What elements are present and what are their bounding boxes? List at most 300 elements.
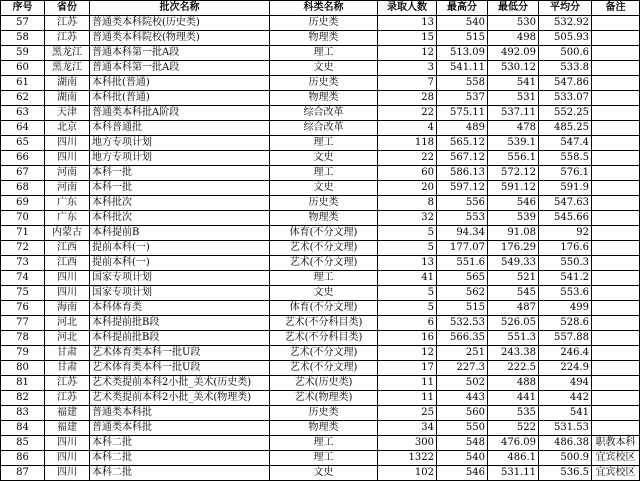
cell-index: 70	[1, 211, 45, 226]
cell-category: 艺术(不分科目类)	[270, 331, 378, 346]
cell-batch: 艺术类提前本科2小批_美术(物理类)	[90, 391, 270, 406]
header-row	[1, 1, 640, 16]
cell-max-score: 575.11	[437, 106, 488, 121]
cell-max-score: 251	[437, 346, 488, 361]
cell-category: 综合改革	[270, 121, 378, 136]
cell-max-score: 565	[437, 271, 488, 286]
cell-category: 理工	[270, 271, 378, 286]
cell-province: 河北	[45, 331, 90, 346]
cell-max-score: 94.34	[437, 226, 488, 241]
table-row	[1, 226, 640, 241]
cell-index: 80	[1, 361, 45, 376]
cell-avg-score: 541.2	[539, 271, 592, 286]
cell-max-score: 586.13	[437, 166, 488, 181]
cell-max-score: 443	[437, 391, 488, 406]
table-row	[1, 421, 640, 436]
cell-max-score: 565.12	[437, 136, 488, 151]
cell-admitted: 12	[378, 346, 437, 361]
cell-category: 文史	[270, 151, 378, 166]
cell-province: 福建	[45, 421, 90, 436]
cell-province: 四川	[45, 136, 90, 151]
cell-avg-score: 485.25	[539, 121, 592, 136]
cell-min-score: 551.3	[488, 331, 539, 346]
cell-province: 广东	[45, 196, 90, 211]
cell-min-score: 486.1	[488, 451, 539, 466]
cell-province: 内蒙古	[45, 226, 90, 241]
cell-admitted: 7	[378, 76, 437, 91]
cell-avg-score: 533.8	[539, 61, 592, 76]
cell-batch: 本科批(普通)	[90, 76, 270, 91]
header-admitted: 录取人数	[378, 1, 437, 16]
cell-category: 理工	[270, 451, 378, 466]
cell-admitted: 15	[378, 31, 437, 46]
table-row	[1, 31, 640, 46]
cell-avg-score: 532.92	[539, 16, 592, 31]
cell-admitted: 41	[378, 271, 437, 286]
cell-admitted: 3	[378, 61, 437, 76]
cell-index: 61	[1, 76, 45, 91]
cell-province: 河南	[45, 181, 90, 196]
cell-avg-score: 500.9	[539, 451, 592, 466]
cell-min-score: 549.33	[488, 256, 539, 271]
cell-province: 四川	[45, 151, 90, 166]
cell-batch: 艺术体育类本科一批U段	[90, 346, 270, 361]
cell-max-score: 541.11	[437, 61, 488, 76]
cell-admitted: 32	[378, 211, 437, 226]
cell-batch: 本科批次	[90, 211, 270, 226]
table-row	[1, 91, 640, 106]
cell-index: 82	[1, 391, 45, 406]
header-index: 序号	[1, 1, 45, 16]
cell-category: 理工	[270, 136, 378, 151]
cell-min-score: 531.11	[488, 466, 539, 481]
cell-admitted: 28	[378, 91, 437, 106]
cell-index: 63	[1, 106, 45, 121]
cell-category: 理工	[270, 46, 378, 61]
cell-min-score: 530	[488, 16, 539, 31]
cell-note	[592, 301, 640, 316]
cell-batch: 普通类本科批A阶段	[90, 106, 270, 121]
cell-batch: 本科提前B	[90, 226, 270, 241]
cell-index: 75	[1, 286, 45, 301]
cell-admitted: 1322	[378, 451, 437, 466]
cell-note	[592, 421, 640, 436]
cell-note	[592, 91, 640, 106]
table-row	[1, 106, 640, 121]
table-row	[1, 151, 640, 166]
cell-note	[592, 31, 640, 46]
cell-min-score: 535	[488, 406, 539, 421]
cell-max-score: 540	[437, 451, 488, 466]
cell-index: 58	[1, 31, 45, 46]
cell-index: 57	[1, 16, 45, 31]
cell-index: 71	[1, 226, 45, 241]
cell-avg-score: 533.07	[539, 91, 592, 106]
cell-province: 黑龙江	[45, 46, 90, 61]
cell-max-score: 227.3	[437, 361, 488, 376]
cell-province: 北京	[45, 121, 90, 136]
cell-province: 黑龙江	[45, 61, 90, 76]
table-row	[1, 331, 640, 346]
cell-batch: 普通类本科批	[90, 421, 270, 436]
cell-admitted: 5	[378, 286, 437, 301]
cell-avg-score: 531.53	[539, 421, 592, 436]
cell-note	[592, 286, 640, 301]
cell-avg-score: 536.5	[539, 466, 592, 481]
cell-note	[592, 16, 640, 31]
cell-note	[592, 121, 640, 136]
cell-admitted: 102	[378, 466, 437, 481]
cell-note	[592, 271, 640, 286]
cell-note	[592, 106, 640, 121]
cell-batch: 艺术类提前本科2小批_美术(历史类)	[90, 376, 270, 391]
cell-note	[592, 316, 640, 331]
cell-batch: 地方专项计划	[90, 136, 270, 151]
cell-note	[592, 211, 640, 226]
cell-min-score: 531	[488, 91, 539, 106]
cell-index: 59	[1, 46, 45, 61]
cell-category: 综合改革	[270, 106, 378, 121]
cell-index: 60	[1, 61, 45, 76]
cell-min-score: 222.5	[488, 361, 539, 376]
cell-max-score: 562	[437, 286, 488, 301]
cell-province: 四川	[45, 436, 90, 451]
cell-max-score: 566.35	[437, 331, 488, 346]
cell-min-score: 488	[488, 376, 539, 391]
cell-min-score: 487	[488, 301, 539, 316]
cell-index: 77	[1, 316, 45, 331]
cell-category: 物理类	[270, 421, 378, 436]
cell-batch: 提前本科(一)	[90, 256, 270, 271]
cell-avg-score: 550.3	[539, 256, 592, 271]
cell-admitted: 118	[378, 136, 437, 151]
cell-province: 四川	[45, 451, 90, 466]
cell-index: 85	[1, 436, 45, 451]
cell-avg-score: 486.38	[539, 436, 592, 451]
cell-index: 67	[1, 166, 45, 181]
cell-min-score: 546	[488, 196, 539, 211]
cell-index: 81	[1, 376, 45, 391]
cell-category: 艺术(历史类)	[270, 376, 378, 391]
cell-max-score: 537	[437, 91, 488, 106]
cell-note: 宜宾校区	[592, 466, 640, 481]
cell-note	[592, 151, 640, 166]
table-row	[1, 376, 640, 391]
table-row	[1, 61, 640, 76]
cell-note	[592, 361, 640, 376]
cell-note	[592, 76, 640, 91]
cell-category: 理工	[270, 166, 378, 181]
cell-avg-score: 528.6	[539, 316, 592, 331]
cell-min-score: 176.29	[488, 241, 539, 256]
cell-batch: 本科批次	[90, 196, 270, 211]
cell-max-score: 546	[437, 466, 488, 481]
cell-admitted: 22	[378, 106, 437, 121]
cell-min-score: 91.08	[488, 226, 539, 241]
table-row	[1, 466, 640, 481]
cell-avg-score: 576.1	[539, 166, 592, 181]
cell-admitted: 12	[378, 46, 437, 61]
cell-index: 79	[1, 346, 45, 361]
table-row	[1, 301, 640, 316]
cell-min-score: 476.09	[488, 436, 539, 451]
cell-category: 文史	[270, 286, 378, 301]
cell-province: 四川	[45, 466, 90, 481]
cell-province: 福建	[45, 406, 90, 421]
cell-index: 66	[1, 151, 45, 166]
cell-note	[592, 256, 640, 271]
cell-index: 69	[1, 196, 45, 211]
cell-category: 历史类	[270, 196, 378, 211]
cell-index: 84	[1, 421, 45, 436]
cell-admitted: 11	[378, 391, 437, 406]
cell-province: 江苏	[45, 391, 90, 406]
cell-batch: 地方专项计划	[90, 151, 270, 166]
cell-max-score: 567.12	[437, 151, 488, 166]
cell-admitted: 300	[378, 436, 437, 451]
cell-avg-score: 553.6	[539, 286, 592, 301]
table-row	[1, 181, 640, 196]
cell-max-score: 540	[437, 16, 488, 31]
cell-province: 广东	[45, 211, 90, 226]
cell-min-score: 492.09	[488, 46, 539, 61]
cell-min-score: 591.12	[488, 181, 539, 196]
cell-admitted: 25	[378, 406, 437, 421]
cell-province: 河北	[45, 316, 90, 331]
cell-province: 湖南	[45, 76, 90, 91]
cell-admitted: 17	[378, 361, 437, 376]
cell-admitted: 20	[378, 181, 437, 196]
cell-min-score: 243.38	[488, 346, 539, 361]
cell-avg-score: 224.9	[539, 361, 592, 376]
header-batch: 批次名称	[90, 1, 270, 16]
cell-batch: 提前本科(一)	[90, 241, 270, 256]
header-avg-score: 平均分	[539, 1, 592, 16]
cell-batch: 本科一批	[90, 166, 270, 181]
cell-batch: 本科二批	[90, 466, 270, 481]
cell-index: 74	[1, 271, 45, 286]
table-row	[1, 391, 640, 406]
cell-min-score: 530.12	[488, 61, 539, 76]
cell-max-score: 560	[437, 406, 488, 421]
cell-min-score: 545	[488, 286, 539, 301]
cell-admitted: 16	[378, 331, 437, 346]
cell-note	[592, 391, 640, 406]
table-row	[1, 286, 640, 301]
cell-category: 艺术(不分文理)	[270, 361, 378, 376]
cell-admitted: 5	[378, 226, 437, 241]
cell-max-score: 177.07	[437, 241, 488, 256]
cell-avg-score: 547.86	[539, 76, 592, 91]
cell-batch: 普通本科第一批A段	[90, 46, 270, 61]
cell-note	[592, 406, 640, 421]
cell-category: 历史类	[270, 76, 378, 91]
cell-batch: 国家专项计划	[90, 286, 270, 301]
cell-index: 87	[1, 466, 45, 481]
cell-note	[592, 181, 640, 196]
cell-category: 文史	[270, 466, 378, 481]
cell-index: 72	[1, 241, 45, 256]
cell-avg-score: 92	[539, 226, 592, 241]
cell-min-score: 521	[488, 271, 539, 286]
cell-index: 65	[1, 136, 45, 151]
cell-note	[592, 166, 640, 181]
cell-category: 历史类	[270, 16, 378, 31]
table-row	[1, 271, 640, 286]
cell-min-score: 478	[488, 121, 539, 136]
cell-max-score: 597.12	[437, 181, 488, 196]
cell-category: 物理类	[270, 31, 378, 46]
cell-avg-score: 246.4	[539, 346, 592, 361]
cell-category: 文史	[270, 61, 378, 76]
cell-avg-score: 176.6	[539, 241, 592, 256]
cell-province: 海南	[45, 301, 90, 316]
cell-province: 天津	[45, 106, 90, 121]
cell-category: 艺术(不分文理)	[270, 256, 378, 271]
cell-max-score: 548	[437, 436, 488, 451]
cell-max-score: 502	[437, 376, 488, 391]
table-body	[1, 16, 640, 481]
cell-index: 78	[1, 331, 45, 346]
cell-category: 物理类	[270, 91, 378, 106]
cell-max-score: 532.53	[437, 316, 488, 331]
cell-batch: 本科体育类	[90, 301, 270, 316]
cell-avg-score: 552.25	[539, 106, 592, 121]
cell-note	[592, 346, 640, 361]
cell-avg-score: 499	[539, 301, 592, 316]
cell-note	[592, 376, 640, 391]
cell-province: 江西	[45, 256, 90, 271]
cell-batch: 本科二批	[90, 436, 270, 451]
table-row	[1, 196, 640, 211]
table-row	[1, 316, 640, 331]
cell-min-score: 556.1	[488, 151, 539, 166]
cell-index: 68	[1, 181, 45, 196]
cell-max-score: 558	[437, 76, 488, 91]
cell-index: 76	[1, 301, 45, 316]
cell-province: 江苏	[45, 31, 90, 46]
cell-admitted: 60	[378, 166, 437, 181]
cell-avg-score: 591.9	[539, 181, 592, 196]
cell-avg-score: 494	[539, 376, 592, 391]
cell-admitted: 11	[378, 376, 437, 391]
cell-admitted: 6	[378, 316, 437, 331]
cell-category: 文史	[270, 181, 378, 196]
table-row	[1, 241, 640, 256]
cell-max-score: 515	[437, 31, 488, 46]
cell-batch: 普通类本科院校(历史类)	[90, 16, 270, 31]
cell-province: 甘肃	[45, 346, 90, 361]
cell-min-score: 539.1	[488, 136, 539, 151]
cell-batch: 国家专项计划	[90, 271, 270, 286]
cell-category: 艺术(不分文理)	[270, 346, 378, 361]
cell-min-score: 539	[488, 211, 539, 226]
cell-avg-score: 442	[539, 391, 592, 406]
cell-note	[592, 61, 640, 76]
header-province: 省份	[45, 1, 90, 16]
cell-admitted: 34	[378, 421, 437, 436]
cell-min-score: 441	[488, 391, 539, 406]
cell-batch: 本科提前批B段	[90, 316, 270, 331]
cell-avg-score: 541	[539, 406, 592, 421]
cell-province: 四川	[45, 286, 90, 301]
cell-batch: 本科普通批	[90, 121, 270, 136]
table-row	[1, 211, 640, 226]
cell-batch: 普通类本科院校(物理类)	[90, 31, 270, 46]
cell-category: 理工	[270, 436, 378, 451]
cell-index: 64	[1, 121, 45, 136]
cell-note	[592, 241, 640, 256]
header-note: 备注	[592, 1, 640, 16]
cell-avg-score: 500.6	[539, 46, 592, 61]
cell-admitted: 5	[378, 301, 437, 316]
cell-province: 江苏	[45, 16, 90, 31]
table-row	[1, 121, 640, 136]
cell-avg-score: 557.88	[539, 331, 592, 346]
cell-category: 艺术(不分文理)	[270, 241, 378, 256]
cell-category: 物理类	[270, 211, 378, 226]
cell-admitted: 4	[378, 121, 437, 136]
cell-batch: 本科提前批B段	[90, 331, 270, 346]
cell-max-score: 515	[437, 301, 488, 316]
table-row	[1, 16, 640, 31]
table-row	[1, 256, 640, 271]
cell-avg-score: 505.93	[539, 31, 592, 46]
cell-min-score: 572.12	[488, 166, 539, 181]
cell-category: 艺术(不分科目类)	[270, 316, 378, 331]
table-row	[1, 46, 640, 61]
cell-index: 86	[1, 451, 45, 466]
table-row	[1, 406, 640, 421]
cell-max-score: 556	[437, 196, 488, 211]
table-row	[1, 361, 640, 376]
cell-min-score: 522	[488, 421, 539, 436]
cell-avg-score: 558.5	[539, 151, 592, 166]
cell-province: 四川	[45, 271, 90, 286]
table-row	[1, 136, 640, 151]
cell-category: 体育(不分文理)	[270, 301, 378, 316]
cell-note	[592, 196, 640, 211]
cell-province: 甘肃	[45, 361, 90, 376]
table-row	[1, 436, 640, 451]
cell-max-score: 489	[437, 121, 488, 136]
cell-max-score: 513.09	[437, 46, 488, 61]
table-row	[1, 346, 640, 361]
cell-batch: 本科一批	[90, 181, 270, 196]
cell-category: 体育(不分文理)	[270, 226, 378, 241]
header-category: 科类名称	[270, 1, 378, 16]
header-min-score: 最低分	[488, 1, 539, 16]
table-row	[1, 76, 640, 91]
cell-note: 职教本科	[592, 436, 640, 451]
cell-batch: 普通类本科批	[90, 406, 270, 421]
cell-index: 62	[1, 91, 45, 106]
cell-index: 73	[1, 256, 45, 271]
cell-min-score: 537.11	[488, 106, 539, 121]
cell-note: 宜宾校区	[592, 451, 640, 466]
cell-max-score: 550	[437, 421, 488, 436]
cell-avg-score: 545.66	[539, 211, 592, 226]
cell-avg-score: 547.63	[539, 196, 592, 211]
cell-min-score: 541	[488, 76, 539, 91]
cell-index: 83	[1, 406, 45, 421]
table-row	[1, 166, 640, 181]
cell-avg-score: 547.4	[539, 136, 592, 151]
cell-province: 河南	[45, 166, 90, 181]
cell-batch: 普通本科第一批A段	[90, 61, 270, 76]
cell-max-score: 553	[437, 211, 488, 226]
cell-province: 江西	[45, 241, 90, 256]
